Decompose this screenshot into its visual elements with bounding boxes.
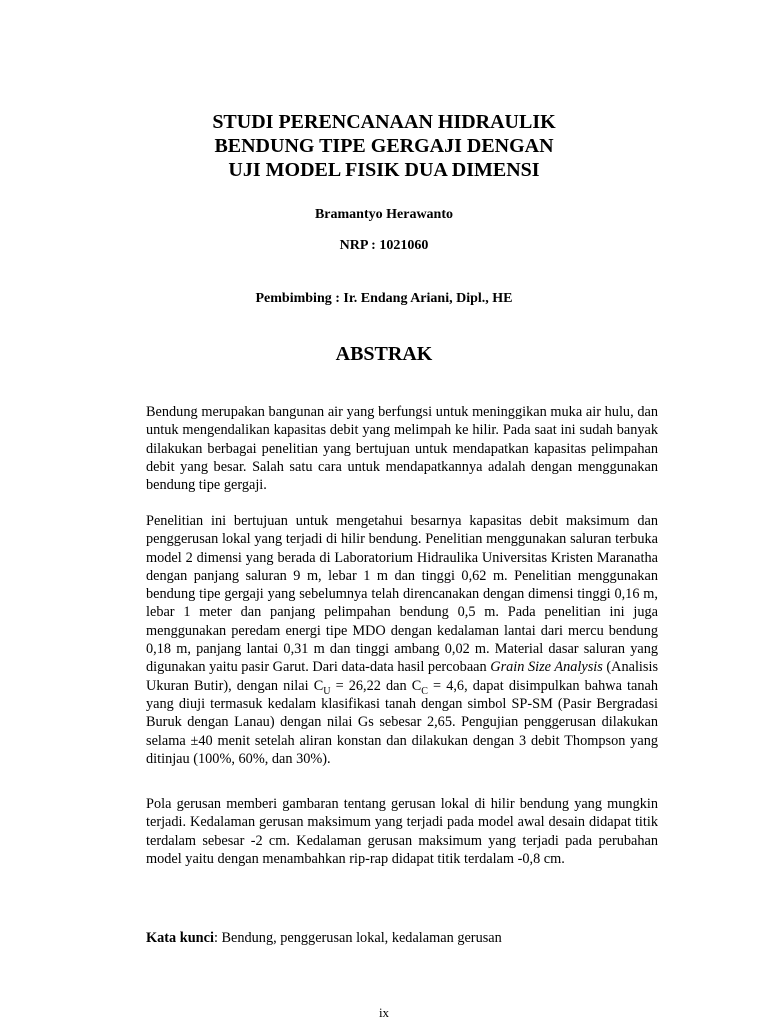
cu-subscript: U <box>323 685 331 697</box>
keywords-text: : Bendung, penggerusan lokal, kedalaman gerusan <box>213 930 502 946</box>
cc-subscript: C <box>421 685 428 697</box>
author-name: Bramantyo Herawanto <box>314 207 454 222</box>
paragraph-2-text-3: = 26,22 dan C <box>330 677 422 694</box>
title-line-1: STUDI PERENCANAAN HIDRAULIK <box>212 111 556 133</box>
paper-title <box>0 110 768 182</box>
abstract-paragraph-3: Pola gerusan memberi gambaran tentang gerusan lokal di hilir bendung yang mungkin terjadi. Kedalaman gerusan maksimum yang terjadi pada model awal desain didapat titik terdalam sebesar -2 cm. Kedalaman gerusan maksimum yang terjadi pada perubahan model yaitu dengan menambahkan rip-rap didapat titik terdalam -0,8 cm. <box>146 796 658 867</box>
title-line-2: BENDUNG TIPE GERGAJI DENGAN <box>214 135 554 157</box>
keywords-label: Kata kunci <box>146 930 214 946</box>
title-line-3: UJI MODEL FISIK DUA DIMENSI <box>228 159 540 181</box>
abstract-paragraph-2 <box>146 512 658 768</box>
student-id: NRP : 1021060 <box>339 238 429 253</box>
abstract-paragraph-1: Bendung merupakan bangunan air yang berfungsi untuk meninggikan muka air hulu, dan untuk mengendalikan kapasitas debit yang melimpah ke hilir. Pada saat ini sudah banyak dilakukan berbagai penelitian yang bertujuan untuk mendapatkan kapasitas pelimpahan debit yang besar. Salah satu cara untuk mendapatkannya adalah dengan menggunakan bendung tipe gergaji. <box>146 404 658 494</box>
paragraph-2-italic-term: Grain Size Analysis <box>490 659 603 676</box>
page-number: ix <box>378 1005 390 1020</box>
abstract-heading: ABSTRAK <box>335 343 433 365</box>
paragraph-2-text-2: (Analisis Ukuran Butir), dengan nilai C <box>146 659 659 694</box>
keywords <box>146 929 658 947</box>
paragraph-2-text-1: Penelitian ini bertujuan untuk mengetahui besarnya kapasitas debit maksimum dan penggerusan lokal yang terjadi di hilir bendung. Penelitian menggunakan saluran terbuka model 2 dimensi yang berada di Laboratorium Hidraulika Universitas Kristen Maranatha dengan panjang saluran 9 m, lebar 1 m dan tinggi 0,62 m. Penelitian menggunakan bendung tipe gergaji yang sebelumnya telah direncanakan dengan dimensi tinggi 0,16 m, lebar 1 meter dan panjang pelimpahan bendung 0,5 m. Pada penelitian ini juga menggunakan peredam energi tipe MDO dengan kedalaman lantai dari mercu bendung 0,18 m, panjang lantai 0,31 m dan tinggi ambang 0,02 m. Material dasar saluran yang digunakan yaitu pasir Garut. Dari data-data hasil percobaan <box>146 513 658 676</box>
advisor: Pembimbing : Ir. Endang Ariani, Dipl., HE <box>255 291 513 306</box>
paragraph-2-text-4: = 4,6, dapat disimpulkan bahwa tanah yang diuji termasuk kedalam klasifikasi tanah dengan simbol SP-SM (Pasir Bergradasi Buruk dengan Lanau) dengan nilai Gs sebesar 2,65. Pengujian penggerusan dilakukan selama ±40 menit setelah aliran konstan dan dilakukan dengan 3 debit Thompson yang ditinjau (100%, 60%, dan 30%). <box>146 677 658 767</box>
